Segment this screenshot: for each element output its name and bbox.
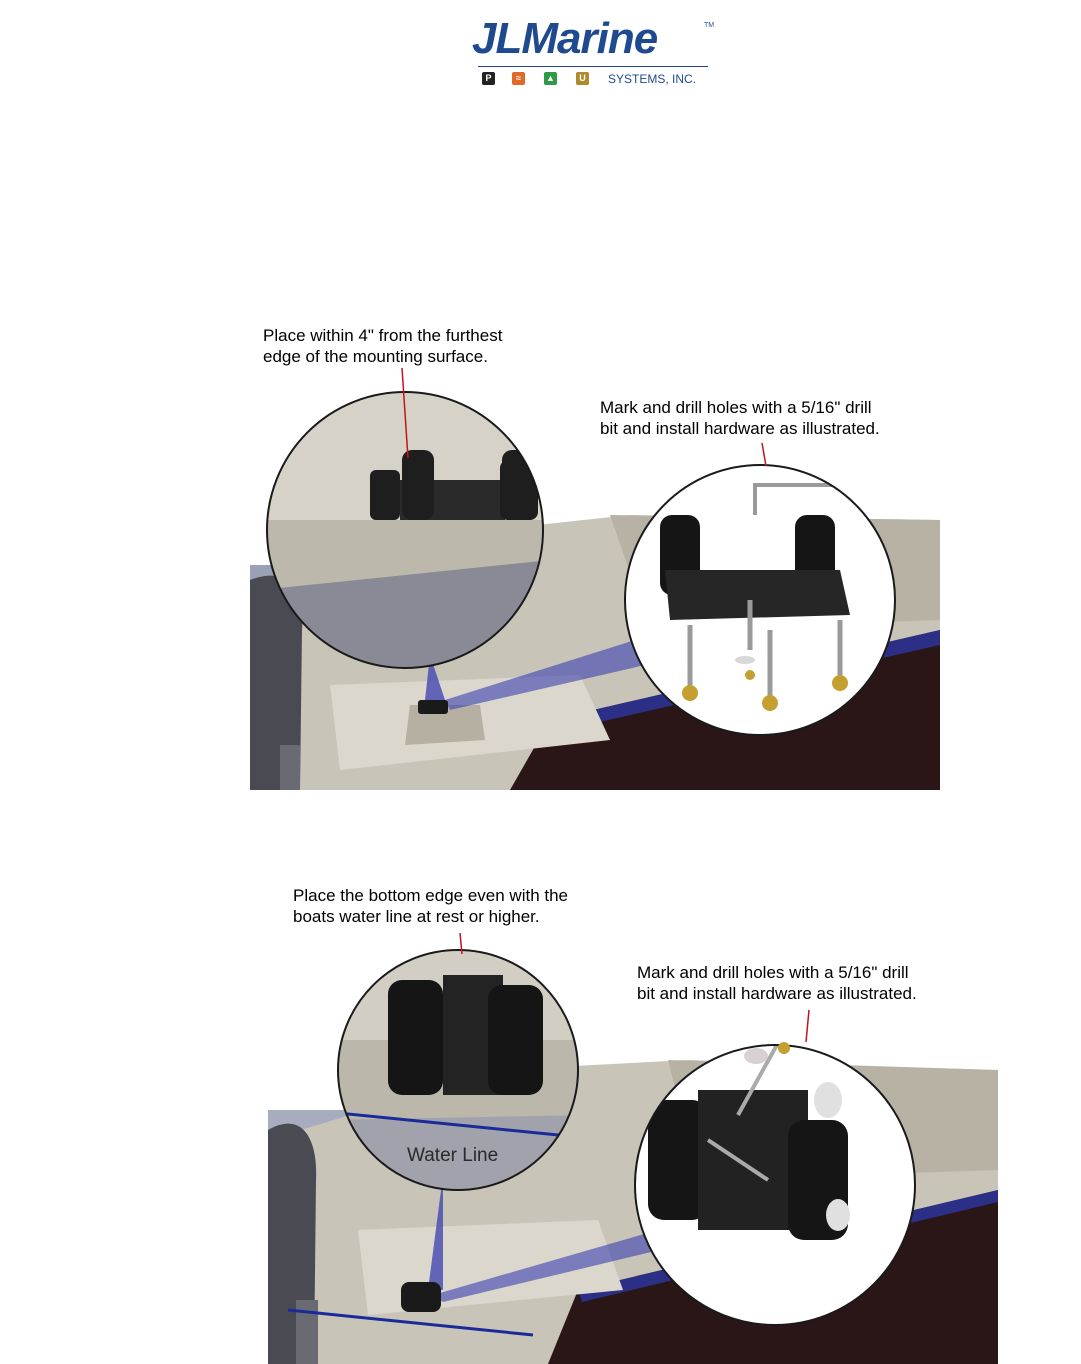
figure-1-caption-right xyxy=(600,397,880,439)
figure-2-caption-right xyxy=(637,962,917,1004)
u-badge-icon: U xyxy=(576,72,589,85)
logo-rule xyxy=(478,66,708,67)
caption-line: bit and install hardware as illustrated. xyxy=(637,984,917,1003)
logo-subtitle: SYSTEMS, INC. xyxy=(608,72,697,86)
figure-2-caption-left xyxy=(293,885,568,927)
figure-1-caption-left xyxy=(263,325,502,367)
logo-trademark: TM xyxy=(704,22,715,29)
caption-line: Mark and drill holes with a 5/16" drill xyxy=(600,398,872,417)
washer-icon xyxy=(744,1048,768,1064)
fish-badge-icon: ≈ xyxy=(512,72,525,85)
nut-icon xyxy=(778,1042,790,1054)
hull-bracket xyxy=(401,1282,441,1312)
jlmarine-logo xyxy=(468,14,718,84)
caption-line: Place the bottom edge even with the xyxy=(293,886,569,905)
leader-line-2 xyxy=(762,443,766,466)
figure-1-illustration xyxy=(250,300,940,790)
caption-line: Mark and drill holes with a 5/16" drill xyxy=(637,963,909,982)
logo-wordmark: JLMarine xyxy=(472,14,658,63)
caption-line: boats water line at rest or higher. xyxy=(293,907,540,926)
figure-2-illustration xyxy=(268,870,998,1364)
deck-cleat xyxy=(418,700,448,714)
p-badge-icon: P xyxy=(482,72,495,85)
caption-line: edge of the mounting surface. xyxy=(263,347,488,366)
boat-badge-icon: ▲ xyxy=(544,72,557,85)
leader-line-4 xyxy=(806,1010,809,1042)
caption-line: Place within 4" from the furthest xyxy=(263,326,503,345)
caption-line: bit and install hardware as illustrated. xyxy=(600,419,880,438)
water-line-label: Water Line xyxy=(407,1145,499,1166)
